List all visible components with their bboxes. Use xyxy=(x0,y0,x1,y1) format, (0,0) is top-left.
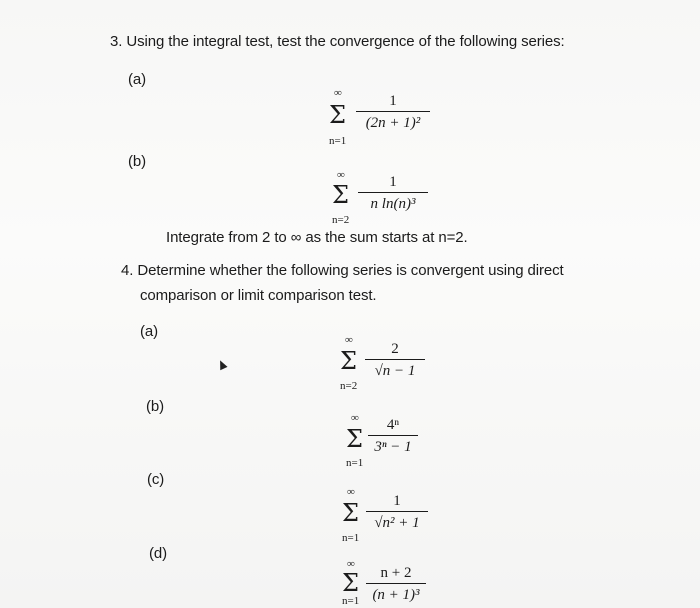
fraction-bar xyxy=(356,111,430,112)
q4-c-fraction xyxy=(366,492,428,532)
q3-a-fraction xyxy=(356,92,430,132)
q3-header: 3. Using the integral test, test the convergence of the following series: xyxy=(110,33,565,50)
q4-a-label: (a) xyxy=(140,323,159,340)
q4-b-upper-limit: ∞ xyxy=(351,412,359,424)
q3-b-denominator: n ln(n)³ xyxy=(370,196,416,212)
q3-a-label: (a) xyxy=(128,71,147,88)
q4-a-sigma: Σ xyxy=(340,347,357,375)
q4-d-sigma: Σ xyxy=(342,569,359,597)
q3-b-upper-limit: ∞ xyxy=(337,169,345,181)
q4-a-numerator: 2 xyxy=(391,341,399,357)
q4-d-upper-limit: ∞ xyxy=(347,558,355,570)
q3-a-lower-limit: n=1 xyxy=(329,135,347,147)
q4-b-label: (b) xyxy=(146,398,165,415)
q4-b-numerator: 4ⁿ xyxy=(386,417,400,433)
q3-a-denominator: (2n + 1)² xyxy=(365,115,421,131)
q4-b-fraction xyxy=(368,416,418,456)
q3-b-fraction xyxy=(358,173,428,213)
q4-b-sigma: Σ xyxy=(346,425,363,453)
q4-b-denominator: 3ⁿ − 1 xyxy=(374,439,412,455)
mouse-pointer-icon xyxy=(216,359,227,371)
q4-a-denominator: √n − 1 xyxy=(374,363,416,379)
fraction-bar xyxy=(368,435,418,436)
q4-d-lower-limit: n=1 xyxy=(342,595,360,607)
q4-a-lower-limit: n=2 xyxy=(340,380,358,392)
fraction-bar xyxy=(358,192,428,193)
q4-b-lower-limit: n=1 xyxy=(346,457,364,469)
q3-note: Integrate from 2 to ∞ as the sum starts at n=2. xyxy=(166,229,468,246)
q4-c-label: (c) xyxy=(147,471,165,488)
fraction-bar xyxy=(366,511,428,512)
fraction-bar xyxy=(366,583,426,584)
q4-c-upper-limit: ∞ xyxy=(347,486,355,498)
q4-c-denominator: √n² + 1 xyxy=(374,515,420,531)
q3-b-numerator: 1 xyxy=(389,174,397,190)
q3-b-lower-limit: n=2 xyxy=(332,214,350,226)
q4-header-line2: comparison or limit comparison test. xyxy=(140,287,377,304)
fraction-bar xyxy=(365,359,425,360)
q4-c-numerator: 1 xyxy=(393,493,401,509)
q3-a-sigma: Σ xyxy=(329,101,346,129)
q3-a-upper-limit: ∞ xyxy=(334,87,342,99)
q3-b-label: (b) xyxy=(128,153,147,170)
q4-a-fraction xyxy=(365,340,425,380)
q4-d-numerator: n + 2 xyxy=(380,565,412,581)
q4-c-lower-limit: n=1 xyxy=(342,532,360,544)
q3-a-numerator: 1 xyxy=(389,93,397,109)
q4-d-fraction xyxy=(366,564,426,604)
q4-c-sigma: Σ xyxy=(342,499,359,527)
q4-header-line1: 4. Determine whether the following series is convergent using direct xyxy=(121,262,564,279)
q4-a-upper-limit: ∞ xyxy=(345,334,353,346)
q4-d-denominator: (n + 1)³ xyxy=(372,587,420,603)
q3-b-sigma: Σ xyxy=(332,181,349,209)
q4-d-label: (d) xyxy=(149,545,168,562)
